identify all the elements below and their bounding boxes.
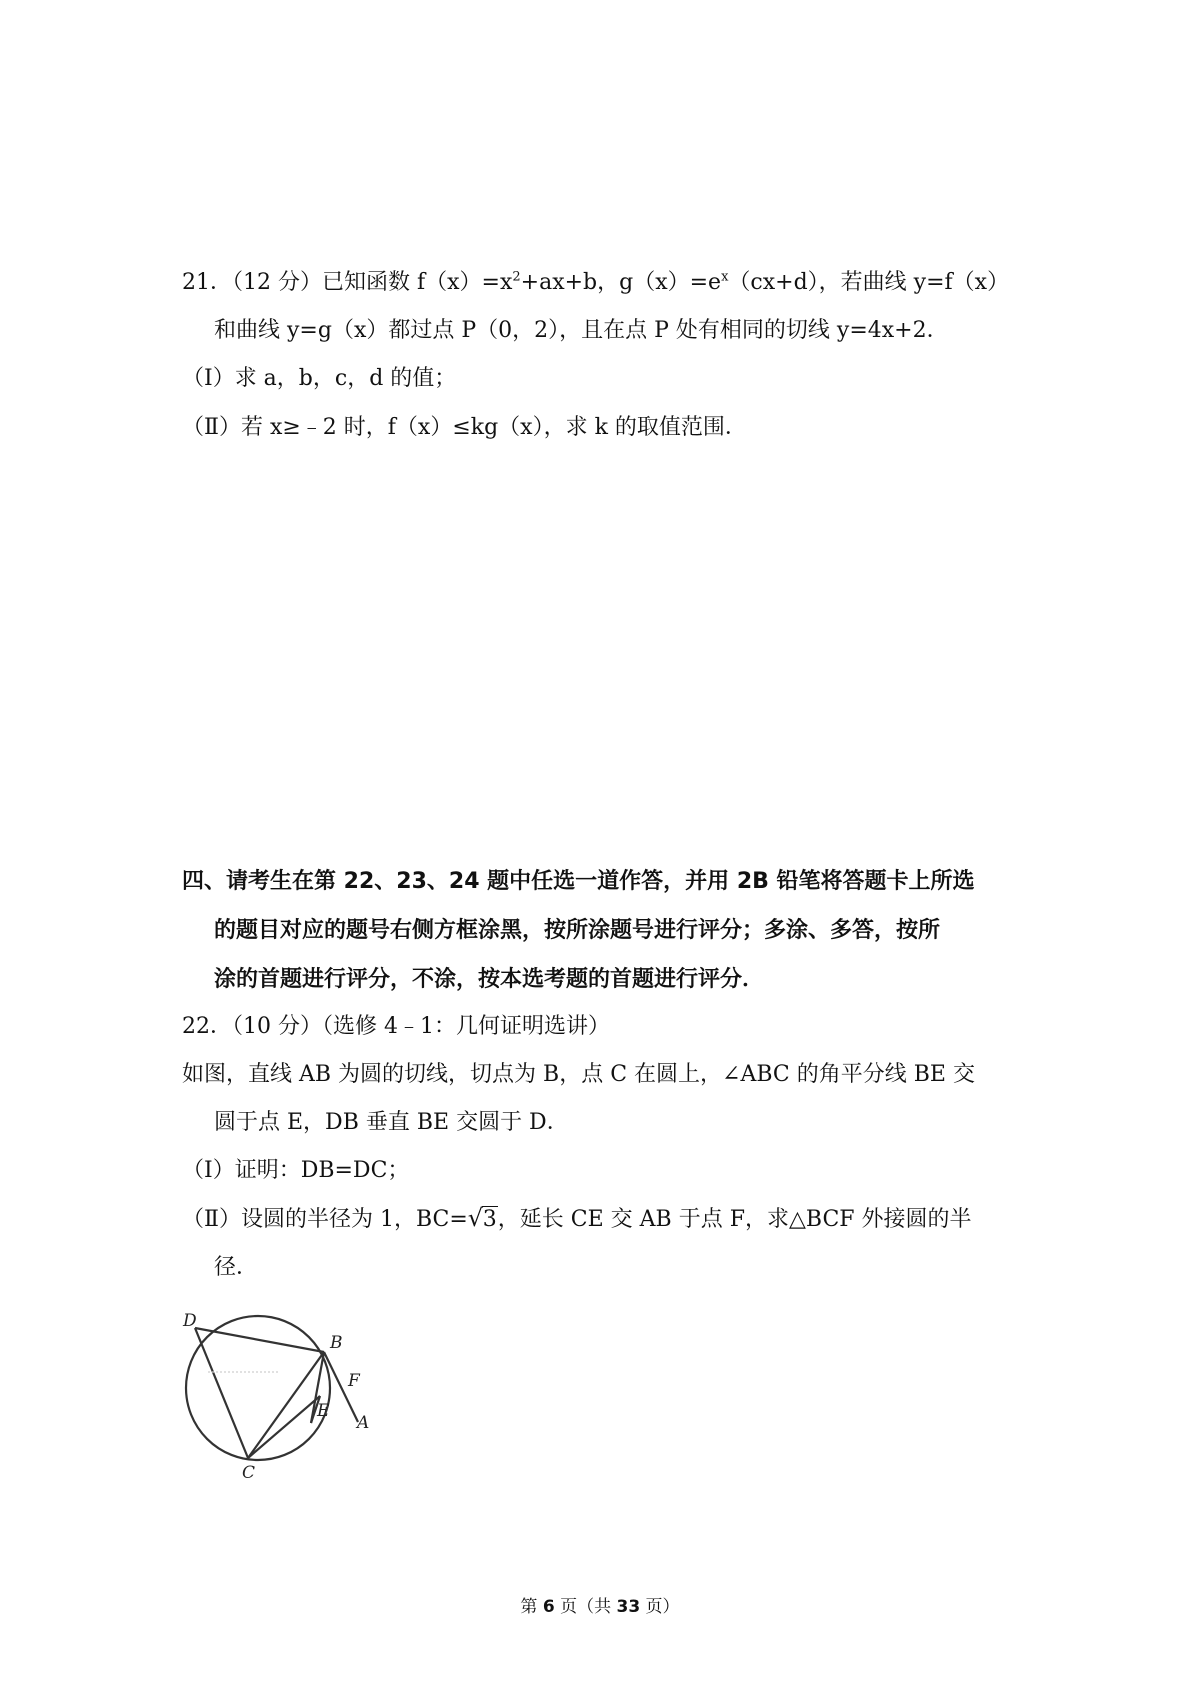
segment-db	[195, 1328, 324, 1352]
sqrt-symbol: √ 3	[468, 1205, 498, 1235]
segment-bc	[248, 1352, 324, 1458]
label-d: D	[183, 1311, 197, 1331]
label-b: B	[330, 1333, 343, 1353]
q21-line2: 和曲线 y=g（x）都过点 P（0，2），且在点 P 处有相同的切线 y=4x+2．	[214, 318, 949, 343]
q22-body1: 如图，直线 AB 为圆的切线，切点为 B，点 C 在圆上，∠ABC 的角平分线 BE 交	[182, 1062, 975, 1087]
label-c: C	[242, 1463, 256, 1480]
q21-part2: （Ⅱ）若 x≥﹣2 时，f（x）≤kg（x），求 k 的取值范围．	[182, 415, 747, 440]
q22-part2: （Ⅱ）设圆的半径为 1，BC=√ 3，延长 CE 交 AB 于点 F，求△BCF 外接圆的半	[182, 1205, 972, 1235]
page-footer: 第 6 页（共 33 页）	[520, 1597, 680, 1617]
label-e: E	[317, 1401, 330, 1421]
section4-line2: 的题目对应的题号右侧方框涂黑，按所涂题号进行评分；多涂、多答，按所	[214, 918, 941, 943]
q22-body2: 圆于点 E，DB 垂直 BE 交圆于 D．	[214, 1110, 569, 1135]
geometry-figure	[180, 1300, 380, 1480]
q22-part2-cont: 径．	[214, 1255, 259, 1280]
section4-line3: 涂的首题进行评分，不涂，按本选考题的首题进行评分．	[214, 967, 765, 992]
section4-line1: 四、请考生在第 22、23、24 题中任选一道作答，并用 2B 铅笔将答题卡上所选	[182, 869, 975, 894]
segment-dc	[195, 1328, 248, 1458]
q22-part1: （Ⅰ）证明：DB=DC；	[182, 1158, 410, 1183]
q21-part1: （Ⅰ）求 a，b，c，d 的值；	[182, 366, 457, 391]
q21-header: 21．（12 分）已知函数 $f(x)=x^2+ax+b$，$g(x)=e^x(cx+d)$，若曲线 y=f（x）	[182, 269, 1010, 295]
label-a: A	[357, 1413, 370, 1433]
label-f: F	[348, 1371, 360, 1391]
q22-header: 22．（10 分）（选修 4﹣1：几何证明选讲）	[182, 1014, 610, 1039]
segment-cf	[248, 1396, 320, 1458]
circle	[186, 1316, 330, 1460]
